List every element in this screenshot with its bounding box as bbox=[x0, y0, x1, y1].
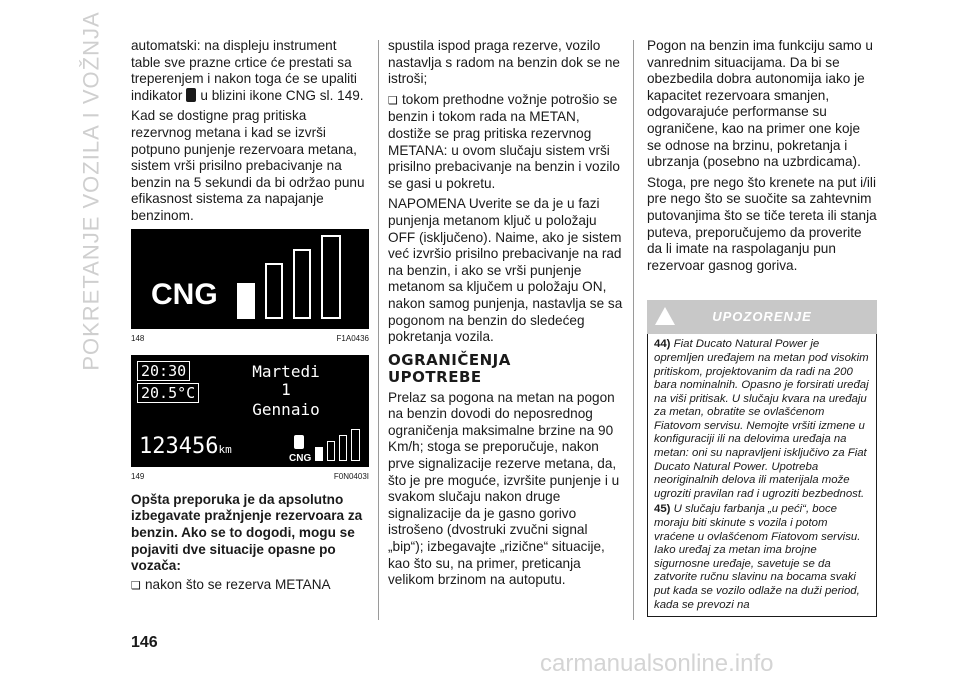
bullet-item-2: ❑ tokom prethodne vožnje potrošio se benzin i tokom rada na METAN, dostiže se prag pritiska rezervnog METANA: u ovom slučaju sistem vrši prisilno prebacivanje na benzin i vozilo se gasi u pokretu. bbox=[388, 92, 624, 193]
figure-149-dashboard-display bbox=[131, 355, 369, 467]
mini-fuel-bar-3 bbox=[339, 435, 347, 461]
warning-45: 45) U slučaju farbanja „u peći“, boce moraju biti skinute s vozila i potom vraćene u ovlašćenom Fiatovom servisu. Iako uređaj za metan ima brojne sigurnosne uređaje, savetuje se da zatvorite ručnu slavinu na bocama svaki put kada se vozilo odlaže na duži period, kada se prevozi na bbox=[654, 503, 861, 611]
note-paragraph: NAPOMENA Uverite se da je u fazi punjenja metanom ključ u položaju OFF (isključeno). Naime, ako je sistem već izvršio prisilno prebacivanje na rad na benzin, i ako se vrši punjenje metanom sa ključem u položaju ON, nakon samog punjenja, nastavlja se sa pogonom na benzin do sledećeg pokretanja vozila. bbox=[388, 196, 623, 345]
day-readout: Martedi bbox=[252, 362, 320, 382]
warning-44: 44) Fiat Ducato Natural Power je opremljen uređajem na metan pod visokim pritiskom, projektovanim da radi na 200 bara nominalnih. Opasno je forsirati uređaj na viši pritisak. U slučaju kvara na uređaju za metan, obratite se ovlašćenom Fiatovom servisu. Nemojte vršiti izmene u konfiguraciji ili na delovima uređaja na metan: oni su napravljeni isključivo za Fiat Ducato Natural Power. Upotreba neoriginalnih delova ili materijala može ugroziti pravilan rad i ugroziti bezbednost. bbox=[654, 338, 869, 500]
figure-149-caption: 149 F0N0403I bbox=[131, 472, 369, 482]
col1-paragraph-1: automatski: na displeju instrument table sve prazne crtice će prestati sa treperenjem i nakon toga će se upaliti indikator u blizini ikone CNG sl. 149. bbox=[131, 38, 364, 103]
warning-box bbox=[647, 334, 877, 617]
fuel-bar-4 bbox=[321, 235, 341, 319]
page-number: 146 bbox=[131, 634, 158, 651]
time-readout: 20:30 bbox=[137, 361, 190, 381]
fuel-pump-icon bbox=[186, 88, 196, 102]
month-readout: Gennaio bbox=[252, 400, 320, 420]
col2-paragraph-2: Prelaz sa pogona na metan na pogon na benzin dovodi do neposrednog ograničenja maksimalne brzine na 90 Km/h; stoga se preporučuje, nakon prve signalizacije rezerve metana, da, što je pre moguće, izvršite punjenje i u svakom slučaju nakon druge signalizacije da je gasno gorivo istrošeno (dvostruki zvučni signal „bip“); izbegavajte „rizične“ situacije, kao što su, na primer, preticanja velikom brzinom na autoputu. bbox=[388, 389, 620, 588]
odometer-readout: 123456km bbox=[139, 434, 232, 460]
column-3 bbox=[647, 38, 877, 617]
general-recommendation-heading: Opšta preporuka je da apsolutno izbegavate pražnjenje rezervoara za benzin. Ako se to dogodi, mogu se pojaviti dve situacije opasne po vozača: bbox=[131, 491, 363, 574]
warning-banner bbox=[647, 300, 877, 334]
col3-paragraph-2: Stoga, pre nego što krenete na put i/ili pre nego što se suočite sa zahtevnim putovanjima što se tiče tereta ili stanja puteva, preporučujemo da proverite da li imate na raspolaganju pun rezervoar gasnog goriva. bbox=[647, 174, 877, 273]
section-side-title bbox=[74, 11, 110, 371]
figure-148-caption: 148 F1A0436 bbox=[131, 333, 369, 343]
fuel-pump-icon bbox=[294, 435, 304, 449]
column-divider-2 bbox=[633, 40, 634, 620]
cng-small-label: CNG bbox=[289, 453, 312, 465]
mini-fuel-bar-1 bbox=[315, 447, 323, 461]
warning-triangle-icon bbox=[655, 307, 675, 325]
warning-title: UPOZORENJE bbox=[712, 309, 812, 325]
col1-paragraph-2: Kad se dostigne prag pritiska rezervnog metana i kad se izvrši potpuno punjenje rezervoara metana, sistem vrši prisilno prebacivanje na benzin na 5 sekundi da bi održao punu efikasnost sistema za napajanje benzinom. bbox=[131, 108, 365, 223]
bullet-item-1: ❑ nakon što se rezerva METANA bbox=[131, 577, 369, 595]
column-divider-1 bbox=[378, 40, 379, 620]
fuel-bar-2 bbox=[265, 263, 283, 319]
fuel-bar-1 bbox=[237, 283, 255, 319]
usage-restrictions-heading: OGRANIČENJA UPOTREBE bbox=[388, 350, 511, 386]
column-2 bbox=[388, 38, 624, 593]
temperature-readout: 20.5°C bbox=[137, 383, 199, 403]
fuel-bar-3 bbox=[293, 249, 311, 319]
mini-fuel-bar-2 bbox=[327, 441, 335, 461]
date-readout: 1 bbox=[281, 380, 291, 400]
figure-148-cng-display bbox=[131, 229, 369, 329]
mini-fuel-bar-4 bbox=[351, 429, 360, 461]
col3-paragraph-1: Pogon na benzin ima funkciju samo u vanrednim situacijama. Da bi se obezbedila dobra autonomija iako je kapacitet rezervoara smanjen, odgovarajuće performanse su ograničene, kao na primer one koje se odnose na brzinu, pokretanja i ubrzanja (posebno na uzbrdicama). bbox=[647, 38, 873, 170]
cng-label: CNG bbox=[151, 277, 218, 311]
column-1 bbox=[131, 38, 369, 598]
col2-paragraph-1: spustila ispod praga rezerve, vozilo nastavlja s radom na benzin dok se ne istroši; bbox=[388, 38, 620, 87]
side-title-text: POKRETANJE VOZILA I VOŽNJA bbox=[79, 11, 104, 371]
watermark: carmanualsonline.info bbox=[540, 650, 774, 677]
